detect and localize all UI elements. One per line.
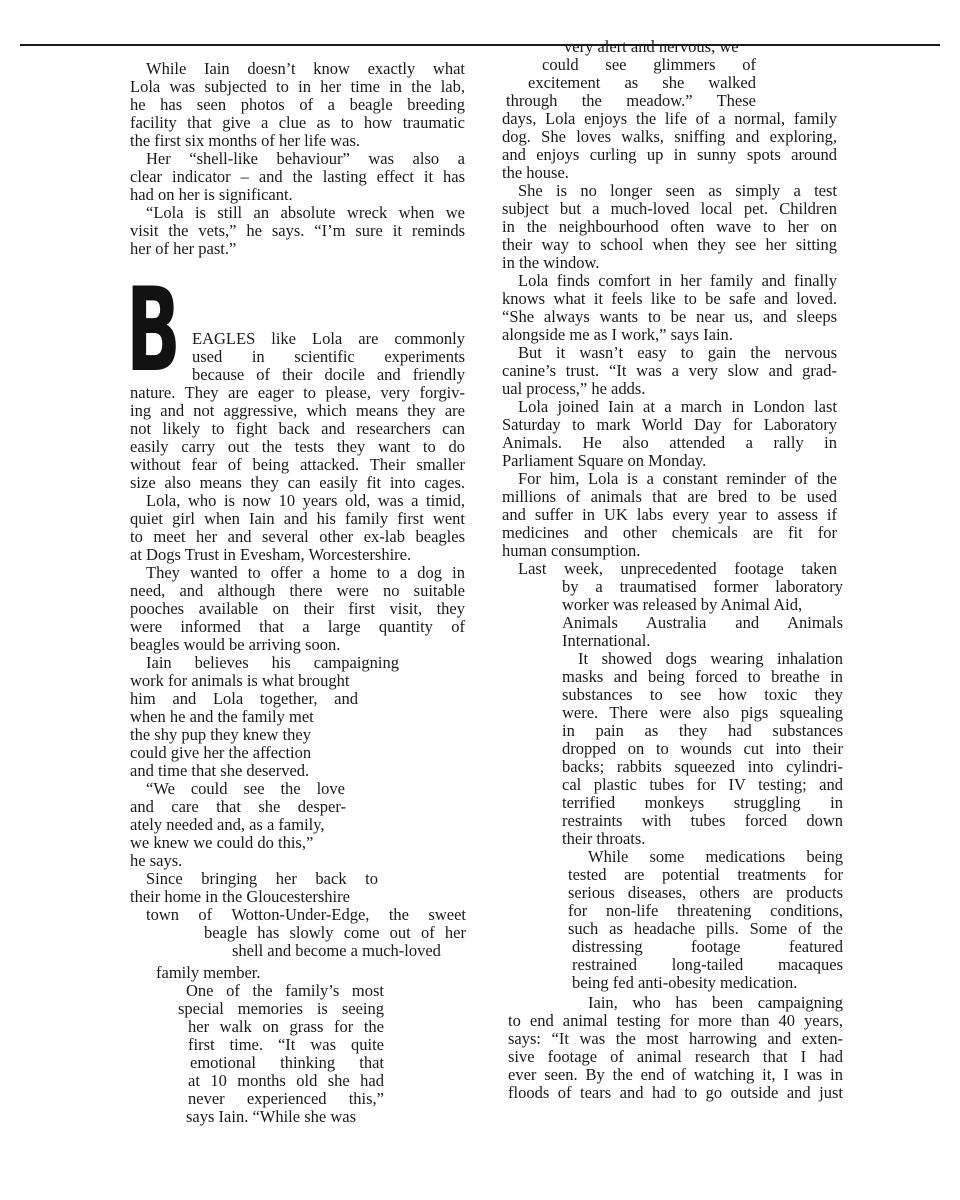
text-line: their throats. <box>562 830 646 848</box>
text-line: For him, Lola is a constant reminder of the <box>518 470 837 488</box>
text-line: he says. <box>130 852 183 870</box>
text-line: could give her the affection <box>130 744 312 762</box>
text-line: work for animals is what brought <box>130 672 350 690</box>
text-line: excitement as she walked <box>528 74 756 92</box>
text-line: could see glimmers of <box>542 56 756 74</box>
text-line: alongside me as I work,” says Iain. <box>502 326 733 344</box>
text-line: Iain believes his campaigning <box>146 654 399 672</box>
text-line: worker was released by Animal Aid, <box>562 596 803 614</box>
text-line: pooches available on their first visit, they <box>130 600 465 618</box>
text-line: he has seen photos of a beagle breeding <box>130 96 465 114</box>
text-line: not likely to fight back and researchers can <box>130 420 465 438</box>
text-line: terrified monkeys struggling in <box>562 794 843 812</box>
text-line: visit the vets,” he says. “I’m sure it reminds <box>130 222 465 240</box>
text-line: being fed anti-obesity medication. <box>572 974 798 992</box>
text-line: knows what it feels like to be safe and loved. <box>502 290 837 308</box>
text-line: in the neighbourhood often wave to her on <box>502 218 837 236</box>
text-line: at 10 months old she had <box>188 1072 384 1090</box>
text-line: when he and the family met <box>130 708 314 726</box>
text-line: need, and although there were no suitable <box>130 582 465 600</box>
text-line: such as headache pills. Some of the <box>568 920 843 938</box>
text-line: sive footage of animal research that I had <box>508 1048 843 1066</box>
text-line: Lola, who is now 10 years old, was a timid, <box>146 492 465 510</box>
text-line: “Lola is still an absolute wreck when we <box>146 204 465 222</box>
text-line: special memories is seeing <box>178 1000 384 1018</box>
text-line: subject but a much-loved local pet. Children <box>502 200 837 218</box>
text-line: floods of tears and had to go outside and just <box>508 1084 843 1102</box>
text-line: him and Lola together, and <box>130 690 358 708</box>
text-line: were informed that a large quantity of <box>130 618 465 636</box>
text-line: Saturday to mark World Day for Laboratory <box>502 416 837 434</box>
text-line: Lola was subjected to in her time in the lab, <box>130 78 465 96</box>
text-line: serious diseases, others are products <box>568 884 843 902</box>
text-line: cal plastic tubes for IV testing; and <box>562 776 843 794</box>
text-line: their home in the Gloucestershire <box>130 888 350 906</box>
text-line: town of Wotton-Under-Edge, the sweet <box>146 906 466 924</box>
text-line: dropped on to wounds cut into their <box>562 740 843 758</box>
text-line: substances to see how toxic they <box>562 686 843 704</box>
text-line: and suffer in UK labs every year to assess if <box>502 506 837 524</box>
text-line: their way to school when they see her sitting <box>502 236 837 254</box>
text-line: family member. <box>156 964 261 982</box>
text-line: Lola finds comfort in her family and finally <box>518 272 837 290</box>
text-line: says: “It was the most harrowing and exten- <box>508 1030 843 1048</box>
text-line: at Dogs Trust in Evesham, Worcestershire. <box>130 546 412 564</box>
text-line: in pain as they had substances <box>562 722 843 740</box>
text-line: to end animal testing for more than 40 years, <box>508 1012 843 1030</box>
text-line: Parliament Square on Monday. <box>502 452 707 470</box>
text-line: masks and being forced to breathe in <box>562 668 843 686</box>
text-line: Since bringing her back to <box>146 870 378 888</box>
text-line: first time. “It was quite <box>188 1036 384 1054</box>
text-line: in the window. <box>502 254 600 272</box>
text-line: Animals. He also attended a rally in <box>502 434 837 452</box>
text-line: Last week, unprecedented footage taken <box>518 560 837 578</box>
text-line: by a traumatised former laboratory <box>562 578 843 596</box>
text-line: “She always wants to be near us, and sleeps <box>502 308 837 326</box>
text-line: very alert and nervous, we <box>564 38 739 56</box>
text-line: International. <box>562 632 651 650</box>
text-line: we knew we could do this,” <box>130 834 314 852</box>
text-line: distressing footage featured <box>572 938 843 956</box>
text-line: her of her past.” <box>130 240 237 258</box>
text-line: and enjoys curling up in sunny spots around <box>502 146 837 164</box>
text-line: But it wasn’t easy to gain the nervous <box>518 344 837 362</box>
text-line: ever seen. By the end of watching it, I was in <box>508 1066 843 1084</box>
text-line: clear indicator – and the lasting effect it has <box>130 168 465 186</box>
text-line: While Iain doesn’t know exactly what <box>146 60 465 78</box>
text-line: Animals Australia and Animals <box>562 614 843 632</box>
text-line: the first six months of her life was. <box>130 132 361 150</box>
text-line: nature. They are eager to please, very forgiv- <box>130 384 465 402</box>
text-line: the shy pup they knew they <box>130 726 312 744</box>
text-line: without fear of being attacked. Their smaller <box>130 456 465 474</box>
text-line: ual process,” he adds. <box>502 380 646 398</box>
text-line: easily carry out the tests they want to do <box>130 438 465 456</box>
text-line: her walk on grass for the <box>188 1018 384 1036</box>
text-line: She is no longer seen as simply a test <box>518 182 837 200</box>
text-line: because of their docile and friendly <box>192 366 465 384</box>
text-line: to meet her and several other ex-lab beagles <box>130 528 465 546</box>
text-line: ately needed and, as a family, <box>130 816 325 834</box>
text-line: backs; rabbits squeezed into cylindri- <box>562 758 843 776</box>
text-line: says Iain. “While she was <box>186 1108 356 1126</box>
text-line: size also means they can easily fit into cages. <box>130 474 465 492</box>
text-line: They wanted to offer a home to a dog in <box>146 564 465 582</box>
top-rule <box>20 44 940 46</box>
text-line: Iain, who has been campaigning <box>588 994 843 1012</box>
text-line: facility that give a clue as to how traumatic <box>130 114 465 132</box>
text-line: emotional thinking that <box>190 1054 384 1072</box>
text-line: human consumption. <box>502 542 641 560</box>
text-line: quiet girl when Iain and his family first went <box>130 510 465 528</box>
text-line: Her “shell-like behaviour” was also a <box>146 150 465 168</box>
text-line: used in scientific experiments <box>192 348 465 366</box>
text-line: One of the family’s most <box>186 982 384 1000</box>
text-line: It showed dogs wearing inhalation <box>578 650 843 668</box>
text-line: dog. She loves walks, sniffing and exploring, <box>502 128 837 146</box>
text-line: through the meadow.” These <box>506 92 756 110</box>
text-line: millions of animals that are bred to be used <box>502 488 837 506</box>
text-line: had on her is significant. <box>130 186 293 204</box>
text-line: tested are potential treatments for <box>568 866 843 884</box>
text-line: EAGLES like Lola are commonly <box>192 330 465 348</box>
text-line: and time that she deserved. <box>130 762 310 780</box>
text-line: never experienced this,” <box>188 1090 384 1108</box>
text-line: for non-life threatening conditions, <box>568 902 843 920</box>
text-line: canine’s trust. “It was a very slow and grad- <box>502 362 837 380</box>
drop-cap: B <box>126 263 181 398</box>
text-line: days, Lola enjoys the life of a normal, family <box>502 110 837 128</box>
text-line: were. There were also pigs squealing <box>562 704 843 722</box>
text-line: and care that she desper- <box>130 798 346 816</box>
text-line: shell and become a much-loved <box>232 942 441 960</box>
text-line: restraints with tubes forced down <box>562 812 843 830</box>
text-line: beagle has slowly come out of her <box>204 924 466 942</box>
text-line: “We could see the love <box>146 780 345 798</box>
text-line: ing and not aggressive, which means they are <box>130 402 465 420</box>
text-line: restrained long-tailed macaques <box>572 956 843 974</box>
text-line: the house. <box>502 164 569 182</box>
text-line: medicines and other chemicals are fit for <box>502 524 837 542</box>
text-line: Lola joined Iain at a march in London last <box>518 398 837 416</box>
text-line: While some medications being <box>588 848 843 866</box>
text-line: beagles would be arriving soon. <box>130 636 341 654</box>
